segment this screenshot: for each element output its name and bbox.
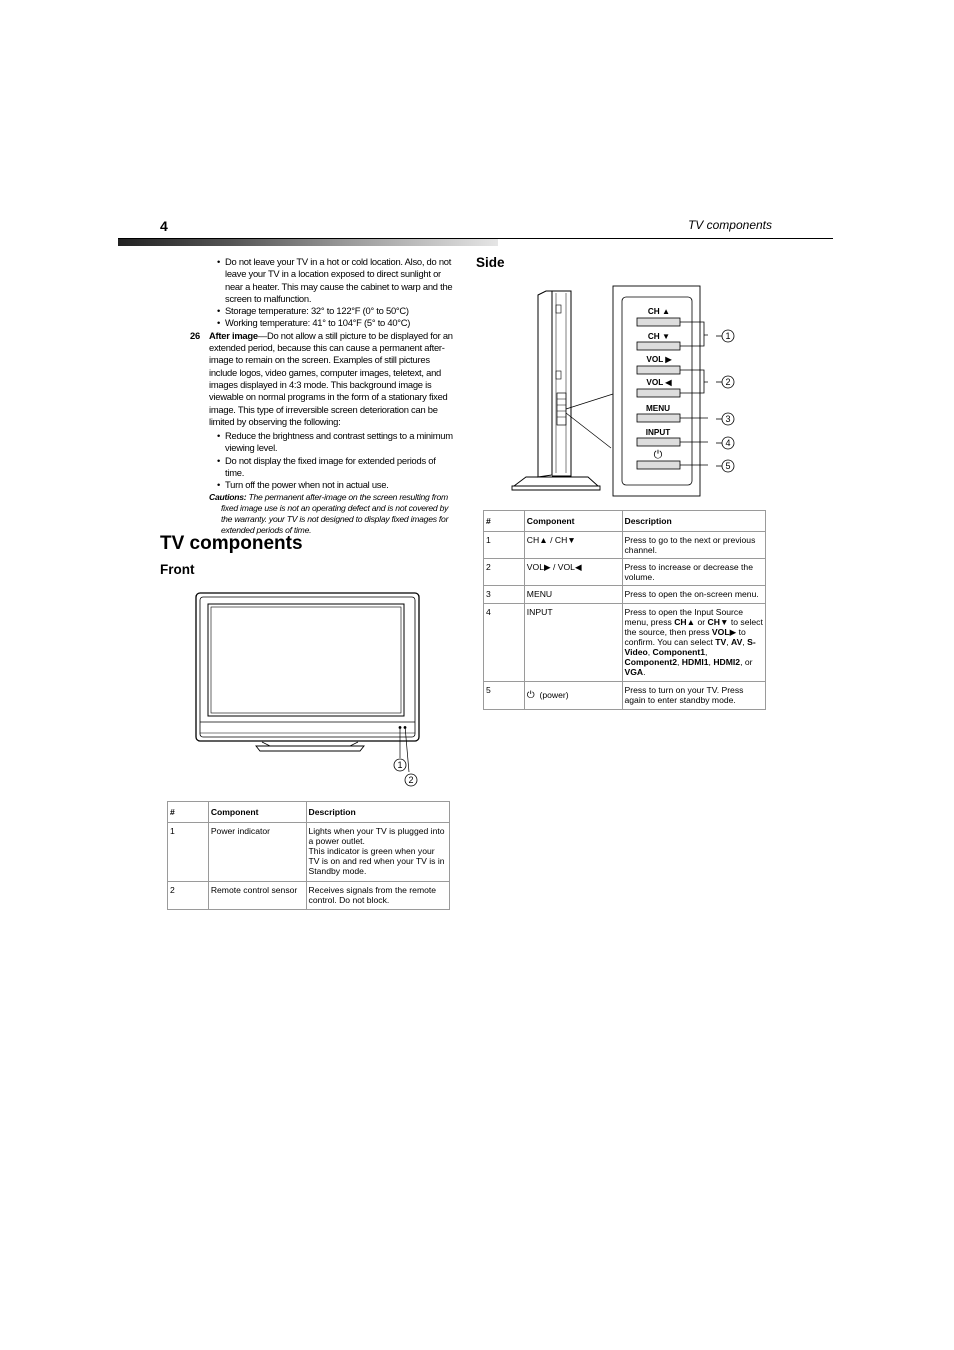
desc-bold: TV [715,636,727,647]
desc-text: , [647,646,653,657]
desc-text: , [708,657,714,668]
section-title: TV components [160,533,303,554]
desc-text: , [742,636,748,647]
bullet-item: • Storage temperature: 32° to 122°F (0° to 50°C) [190,305,456,317]
power-icon: ⏻ [653,449,663,461]
desc-text: to select the source, then press [624,616,763,637]
table-row [484,682,766,710]
button-ch-up [637,318,680,326]
side-button-strip [557,393,566,425]
tv-side-panel [538,291,552,477]
cautions-text: The permanent after-image on the screen resulting from fixed image use is not an operating defect and is not covered by the warranty. your TV is not designed to display fixed images for extended periods of time. [221,491,449,535]
desc-text: or [695,616,708,627]
item-number: 26 [190,329,200,341]
desc-bold: VOL▶ [711,626,737,637]
callout-label-2: 2 [725,377,731,387]
label-menu: MENU [645,404,671,413]
button-vol-left [637,389,680,397]
desc-bold: Component2 [624,657,678,668]
cell-component: MENU [524,586,622,603]
table-row [168,823,450,881]
callout-label-5: 5 [725,461,731,471]
tv-bezel-outer [196,593,419,741]
tv-side-back [552,291,571,476]
cell-component: Power indicator [208,823,306,881]
component-label: (power) [539,690,569,701]
header-component: Component [208,802,306,823]
tv-screen [208,604,404,716]
running-head: TV components [687,218,772,232]
cell-num: 2 [168,881,209,909]
bullet-list-26 [190,430,456,491]
side-components-table [483,510,766,710]
desc-text: , or [740,657,753,668]
desc-text: , [705,646,708,657]
cell-description [622,603,766,682]
bullet-item: • Do not display the fixed image for extended periods of time. [190,455,456,480]
front-tv-illustration [190,588,430,793]
desc-bold: AV [731,636,743,647]
desc-bold: CH▼ [707,616,729,627]
callout-label-1: 1 [397,760,403,770]
callout-label-1: 1 [725,331,731,341]
table-header-row [168,802,450,823]
tv-stand-neck [262,742,358,746]
desc-bold: HDMI1 [681,657,709,668]
callout-label-2: 2 [408,775,414,785]
desc-bold: VGA [624,667,644,678]
desc-bold: HDMI2 [713,657,741,668]
button-power [637,461,680,469]
cautions-note [190,492,456,536]
bullet-item: • Reduce the brightness and contrast settings to a minimum viewing level. [190,430,456,455]
label-input: INPUT [645,428,671,437]
front-components-table [167,801,450,910]
cell-num: 1 [484,532,525,559]
cell-component: CH▲ / CH▼ [524,532,622,559]
side-tv-illustration [508,283,708,499]
header-num: # [484,511,525,532]
tv-stand-base [256,746,364,751]
intro-text [190,256,456,536]
numbered-item-26 [190,330,456,428]
desc-text: Press to open the Input Source menu, press [624,606,743,627]
label-ch-up: CH ▲ [647,307,671,316]
cell-description: Press to go to the next or previous channel. [622,532,766,559]
table-row [484,586,766,603]
button-vol-right [637,366,680,374]
cell-num: 4 [484,603,525,682]
cell-num: 5 [484,682,525,710]
page-number: 4 [160,218,168,234]
label-vol-left: VOL ◀ [646,378,672,387]
table-header-row [484,511,766,532]
front-heading: Front [160,562,195,577]
table-row [168,881,450,909]
header-description: Description [622,511,766,532]
cell-num: 1 [168,823,209,881]
desc-line: Lights when your TV is plugged into a power outlet. [308,826,445,847]
cell-component: VOL▶ / VOL◀ [524,559,622,586]
label-vol-right: VOL ▶ [646,355,672,364]
bullet-list-top [190,256,456,330]
cell-num: 3 [484,586,525,603]
bullet-item: • Working temperature: 41° to 104°F (5° to 40°C) [190,317,456,329]
cell-description [306,881,449,909]
bullet-item: • Do not leave your TV in a hot or cold location. Also, do not leave your TV in a location exposed to direct sunlight or near a heater. This may cause the cabinet to warp and the screen to malfunction. [190,256,456,305]
header-component: Component [524,511,622,532]
table-row [484,532,766,559]
button-input [637,438,680,446]
cell-description: Press to open the on-screen menu. [622,586,766,603]
label-ch-down: CH ▼ [647,332,671,341]
table-row [484,603,766,682]
bullet-item: • Turn off the power when not in actual use. [190,479,456,491]
cell-component [524,682,622,710]
cautions-label: Cautions: [209,491,247,502]
callout-label-4: 4 [725,438,731,448]
header-gradient-bar [118,239,498,246]
cell-description: Press to increase or decrease the volume. [622,559,766,586]
desc-line: Receives signals from the remote control. Do not block. [308,884,437,905]
desc-bold: CH▲ [674,616,696,627]
desc-bold: S-Video [624,636,756,657]
header-description: Description [306,802,449,823]
button-menu [637,414,680,422]
tv-side-stand-base [512,486,600,490]
desc-bold: Component1 [652,646,706,657]
desc-line: This indicator is green when your TV is on and red when your TV is in Standby mode. [308,846,445,877]
power-indicator-dot [399,726,402,729]
header-num: # [168,802,209,823]
desc-text: to confirm. You can select [624,626,746,647]
side-heading: Side [476,255,505,270]
table-row [484,559,766,586]
cell-description [306,823,449,881]
cell-description: Press to turn on your TV. Press again to enter standby mode. [622,682,766,710]
power-icon: ⏻ [526,690,535,702]
desc-text: . [643,667,646,678]
callout-label-3: 3 [725,414,731,424]
desc-text: , [677,657,682,668]
remote-sensor-dot [404,726,407,729]
cell-component: INPUT [524,603,622,682]
item-term: After image [209,329,258,341]
button-ch-down [637,342,680,350]
desc-text: , [726,636,732,647]
side-callouts [716,326,740,478]
item-text: —Do not allow a still picture to be displayed for an extended period, because this can cause a permanent after-image to remain on the screen. Examples of still pictures include logos, video games, computer images, teletext, and images displayed in 4:3 mode. This background image is viewable on normal programs in the form of a stationary fixed image. This type of irreversible screen deterioration can be limited by observing the following: [209,329,453,427]
tv-side-stand [514,477,598,486]
tv-screen-inner [211,607,401,713]
cell-num: 2 [484,559,525,586]
cell-component: Remote control sensor [208,881,306,909]
